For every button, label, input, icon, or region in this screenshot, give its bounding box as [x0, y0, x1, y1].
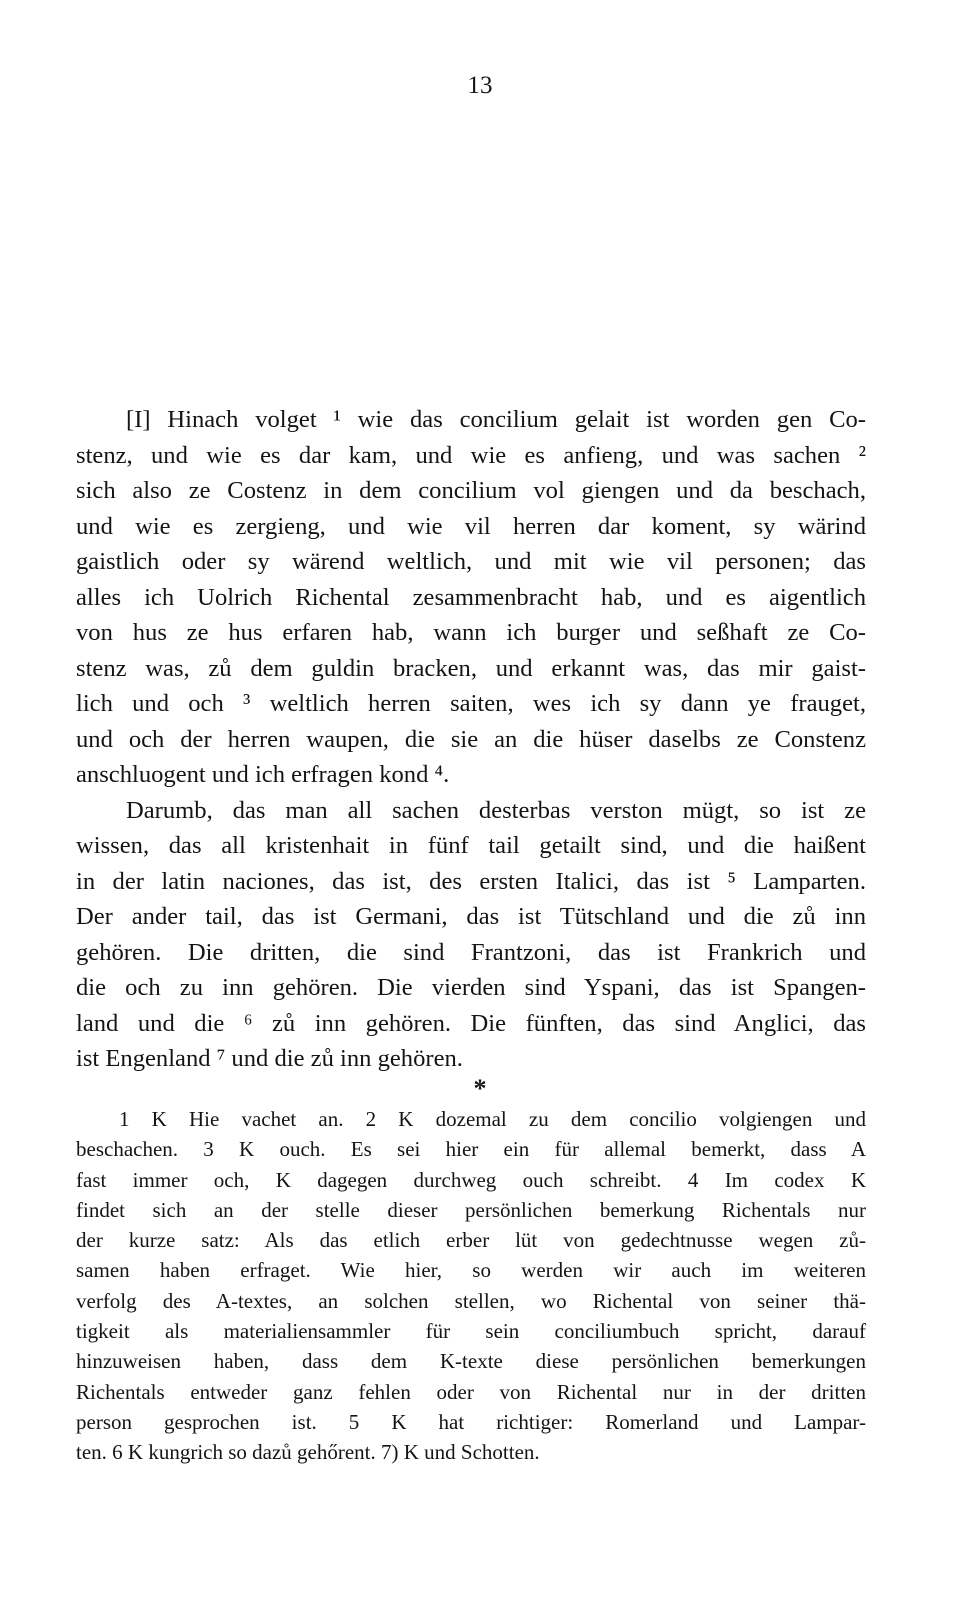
main-text-line: ist Engenland ⁷ und die zů inn gehören.: [76, 1045, 463, 1072]
footnote-line: beschachen. 3 K ouch. Es sei hier ein für allemal bemerkt, dass A: [76, 1137, 866, 1162]
main-text-line: stenz was, zů dem guldin bracken, und erkannt was, das mir gaist-: [76, 654, 866, 682]
main-text-line: alles ich Uolrich Richental zesammenbracht hab, und es aigentlich: [76, 583, 866, 611]
main-text-line: die och zu inn gehören. Die vierden sind Yspani, das ist Spangen-: [76, 974, 866, 1001]
footnotes: [76, 1104, 866, 1468]
main-text-line: und wie es zergieng, und wie vil herren dar koment, sy wärind: [76, 512, 866, 540]
footnote-line: samen haben erfraget. Wie hier, so werden wir auch im weiteren: [76, 1258, 866, 1283]
main-text-line: stenz, und wie es dar kam, und wie es anfieng, und was sachen ²: [76, 441, 866, 469]
main-text-line: sich also ze Costenz in dem concilium vol giengen und da beschach,: [76, 477, 866, 504]
footnote-line: fast immer och, K dagegen durchweg ouch schreibt. 4 Im codex K: [76, 1167, 866, 1192]
footnote-line: tigkeit als materialiensammler für sein conciliumbuch spricht, darauf: [76, 1319, 866, 1344]
main-text: [76, 402, 866, 1077]
main-text-line: land und die ⁶ zů inn gehören. Die fünften, das sind Anglici, das: [76, 1009, 866, 1037]
footnote-line: hinzuweisen haben, dass dem K-texte diese persönlichen bemerkungen: [76, 1349, 866, 1374]
main-text-line: und och der herren waupen, die sie an die hüser daselbs ze Constenz: [76, 725, 866, 753]
main-text-line: Der ander tail, das ist Germani, das ist Tütschland und die zů inn: [76, 903, 866, 930]
footnote-line: Richentals entweder ganz fehlen oder von Richental nur in der dritten: [76, 1379, 866, 1404]
main-text-line: [I] Hinach volget ¹ wie das concilium gelait ist worden gen Co-: [126, 406, 866, 433]
main-text-line: von hus ze hus erfaren hab, wann ich burger und seßhaft ze Co-: [76, 619, 866, 646]
footnote-line: verfolg des A-textes, an solchen stellen, wo Richental von seiner thä-: [76, 1288, 866, 1313]
main-text-line: in der latin naciones, das ist, des ersten Italici, das ist ⁵ Lamparten.: [76, 867, 866, 895]
main-text-line: Darumb, das man all sachen desterbas verston mügt, so ist ze: [126, 796, 866, 824]
section-separator: *: [473, 1074, 487, 1103]
footnote-line: der kurze satz: Als das etlich erber lüt von gedechtnusse wegen zů-: [76, 1228, 866, 1253]
main-text-line: lich und och ³ weltlich herren saiten, wes ich sy dann ye frauget,: [76, 690, 866, 717]
page-number: 13: [467, 72, 493, 99]
main-text-line: anschluogent und ich erfragen kond ⁴.: [76, 761, 450, 788]
footnote-line: 1 K Hie vachet an. 2 K dozemal zu dem concilio volgiengen und: [119, 1107, 866, 1131]
main-text-line: gehören. Die dritten, die sind Frantzoni, das ist Frankrich und: [76, 938, 866, 966]
footnote-line: findet sich an der stelle dieser persönlichen bemerkung Richentals nur: [76, 1197, 866, 1222]
footnote-line: ten. 6 K kungrich so dazů gehőrent. 7) K und Schotten.: [76, 1440, 540, 1465]
main-text-line: gaistlich oder sy wärend weltlich, und mit wie vil personen; das: [76, 548, 866, 575]
footnote-line: person gesprochen ist. 5 K hat richtiger: Romerland und Lampar-: [76, 1409, 866, 1434]
main-text-line: wissen, das all kristenhait in fünf tail getailt sind, und die haißent: [76, 832, 866, 859]
